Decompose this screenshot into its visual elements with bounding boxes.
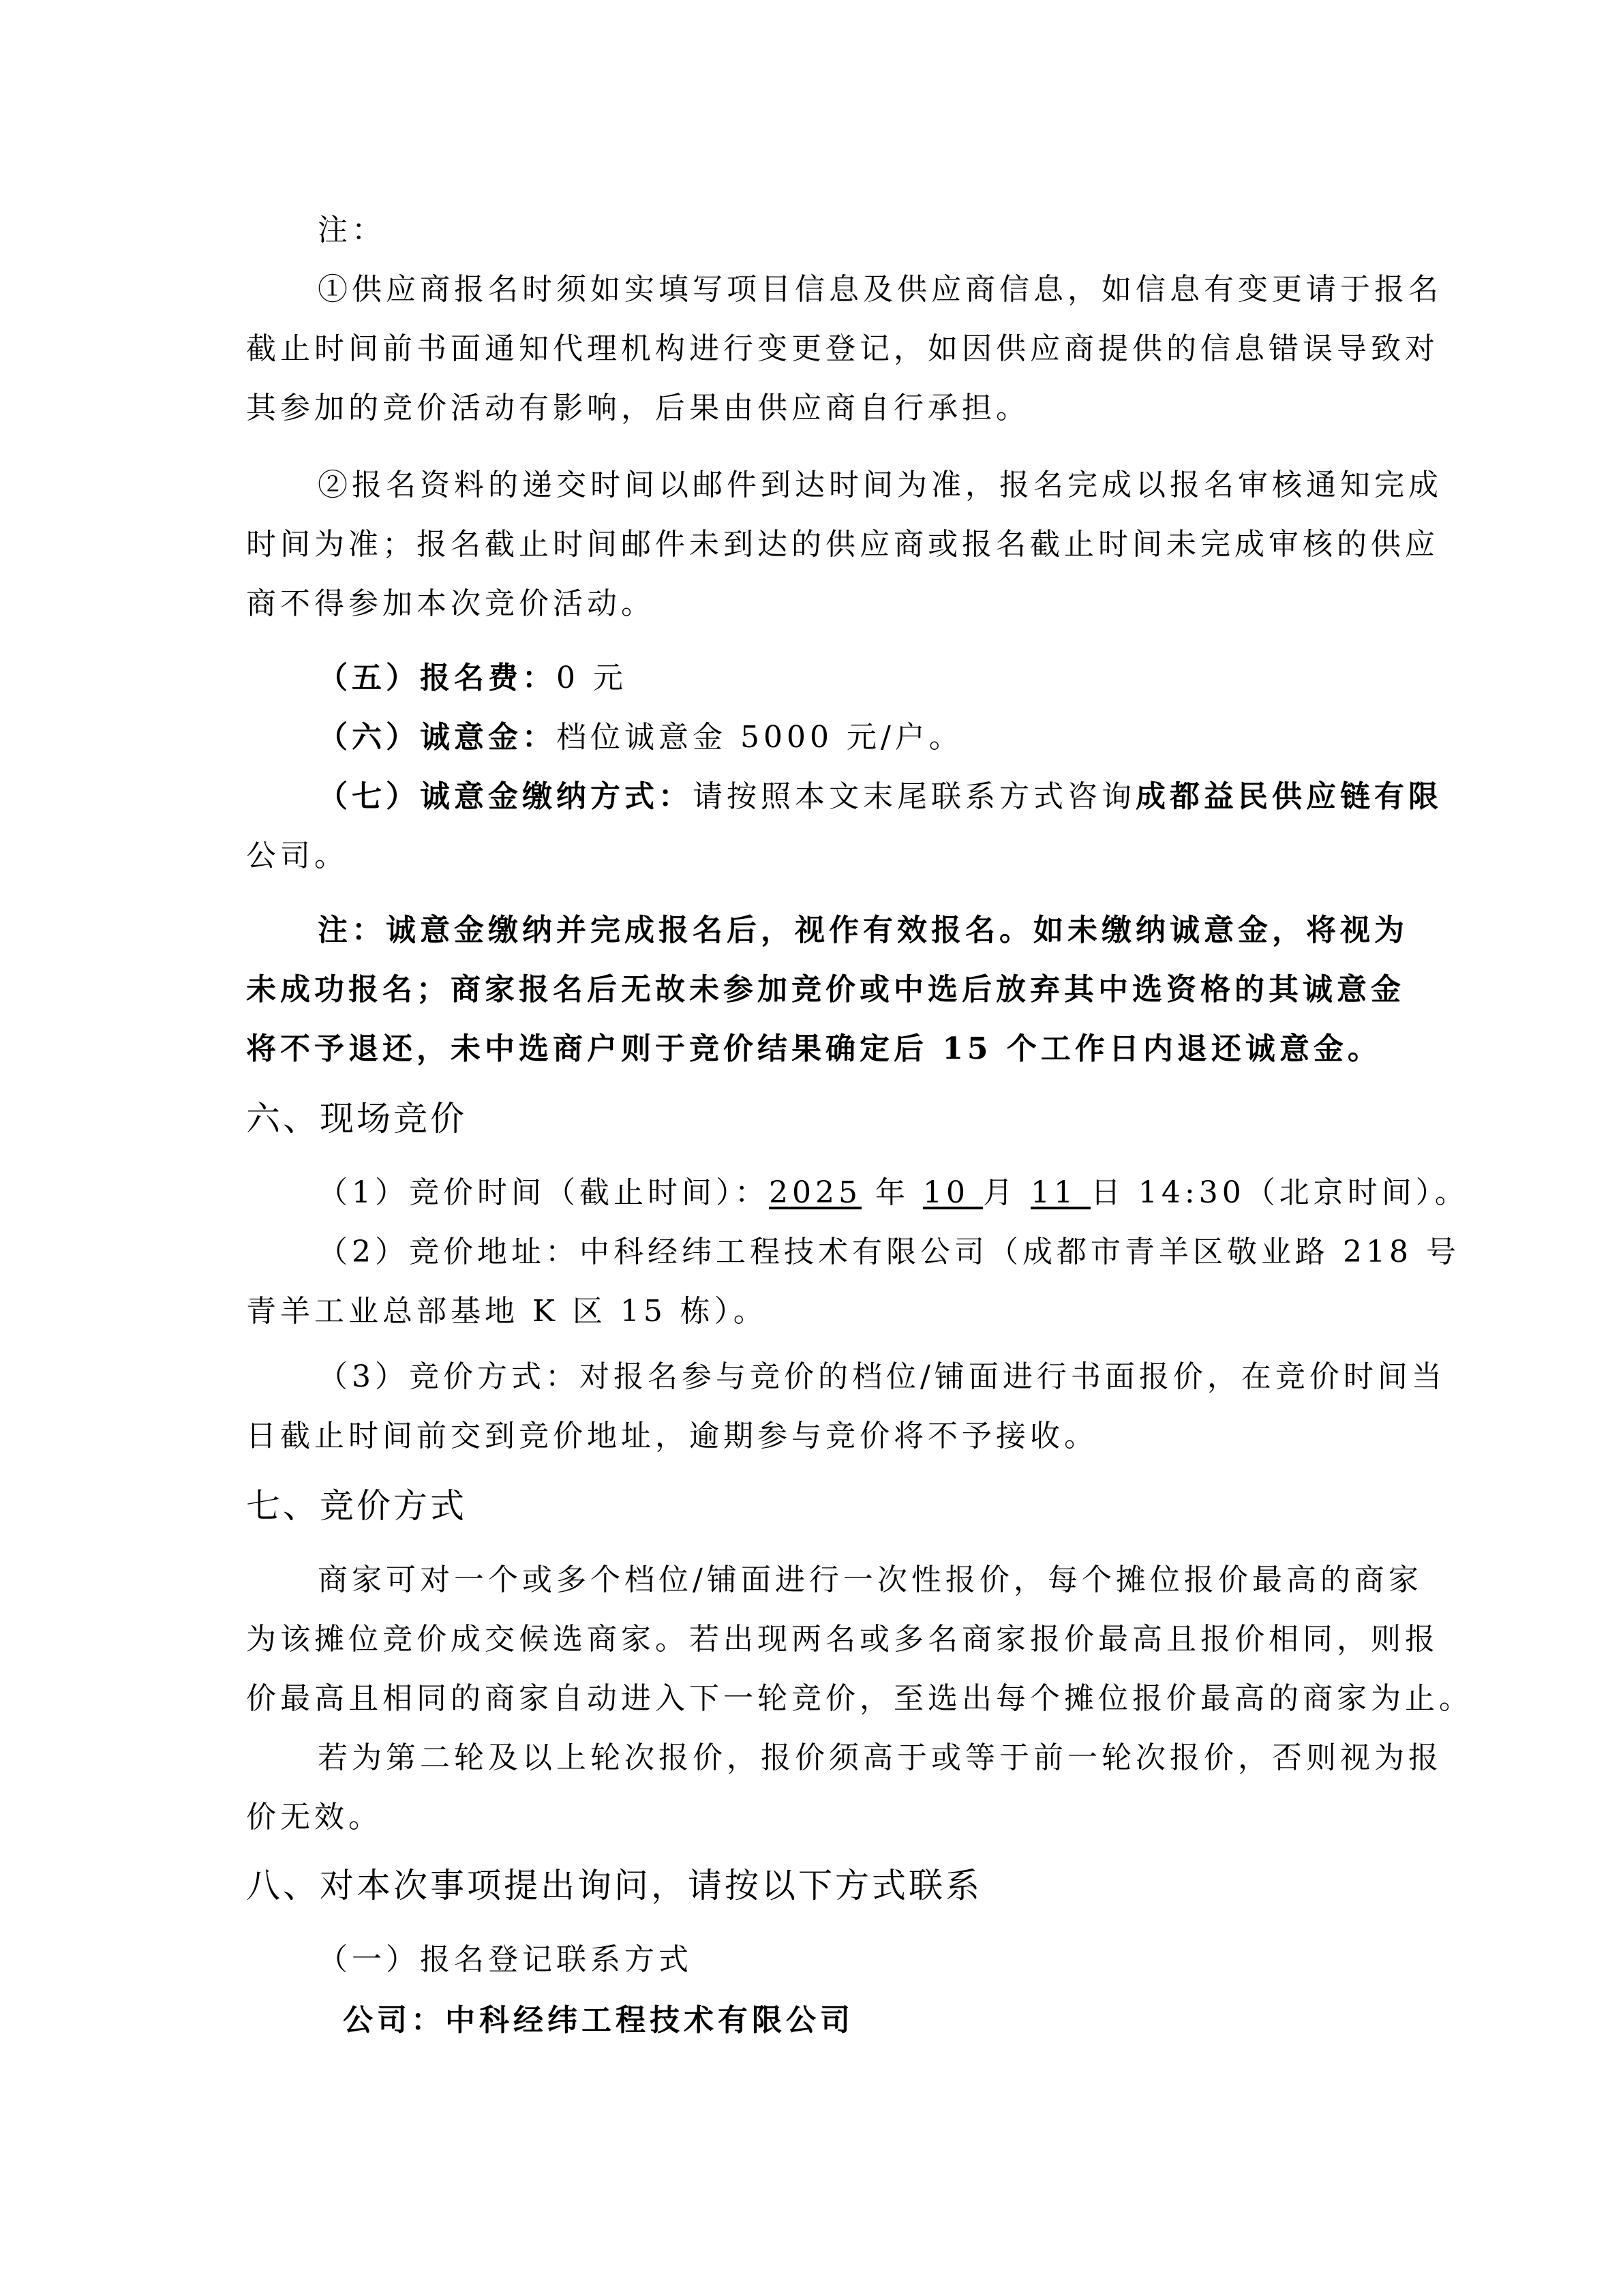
bid-method-line1: （3）竞价方式：对报名参与竞价的档位/铺面进行书面报价，在竞价时间当 (318, 1359, 1446, 1394)
note-label: 注： (318, 213, 386, 247)
bold-note-line3: 将不予退还，未中选商户则于竞价结果确定后 15 个工作日内退还诚意金。 (246, 1031, 1382, 1066)
bid-time-prefix: （1）竞价时间（截止时间）： (318, 1175, 769, 1210)
bold-note-line1: 注：诚意金缴纳并完成报名后，视作有效报名。如未缴纳诚意金，将视为 (318, 913, 1408, 948)
bid-method-line2: 日截止时间前交到竞价地址，逾期参与竞价将不予接收。 (246, 1419, 1098, 1453)
fee-value: 0 元 (556, 661, 627, 695)
note2-line1: ②报名资料的递交时间以邮件到达时间为准，报名完成以报名审核通知完成 (318, 468, 1442, 502)
bid-year-unit: 年 (861, 1175, 923, 1210)
note1-line2: 截止时间前书面通知代理机构进行变更登记，如因供应商提供的信息错误导致对 (246, 331, 1439, 366)
section6-heading: 六、现场竞价 (246, 1099, 467, 1138)
note2-line2: 时间为准；报名截止时间邮件未到达的供应商或报名截止时间未完成审核的供应 (246, 527, 1439, 562)
section7-p2-line2: 价无效。 (246, 1800, 382, 1834)
payment-company: 成都益民供应链有限 (1136, 779, 1442, 814)
contact-company-name: 中科经纬工程技术有限公司 (445, 2003, 854, 2038)
bid-month-unit: 月 (982, 1175, 1031, 1210)
fee-row (318, 659, 627, 698)
payment-line2: 公司。 (246, 839, 348, 873)
contact-company-row (343, 2001, 854, 2040)
note1-line1: ①供应商报名时须如实填写项目信息及供应商信息，如信息有变更请于报名 (318, 272, 1442, 307)
bold-note-line2: 未成功报名；商家报名后无故未参加竞价或中选后放弃其中选资格的其诚意金 (246, 972, 1405, 1007)
bid-time-row (318, 1173, 1469, 1213)
contact-company-label: 公司： (343, 2003, 445, 2038)
deposit-value: 档位诚意金 5000 元/户。 (556, 720, 963, 755)
bid-day: 11 (1030, 1175, 1091, 1210)
bid-year: 2025 (769, 1175, 862, 1210)
payment-label: （七）诚意金缴纳方式： (318, 779, 693, 814)
bid-address-line2: 青羊工业总部基地 K 区 15 栋）。 (246, 1294, 768, 1329)
section8-sub1: （一）报名登记联系方式 (318, 1942, 693, 1977)
section7-heading: 七、竞价方式 (246, 1486, 467, 1526)
bid-address-line1: （2）竞价地址：中科经纬工程技术有限公司（成都市青羊区敬业路 218 号 (318, 1235, 1460, 1269)
fee-label: （五）报名费： (318, 661, 556, 695)
deposit-label: （六）诚意金： (318, 720, 556, 755)
note2-line3: 商不得参加本次竞价活动。 (246, 586, 655, 621)
section7-p2-line1: 若为第二轮及以上轮次报价，报价须高于或等于前一轮次报价，否则视为报 (318, 1740, 1442, 1775)
section7-p1-line3: 价最高且相同的商家自动进入下一轮竞价，至选出每个摊位报价最高的商家为止。 (246, 1681, 1473, 1716)
bid-month: 10 (922, 1175, 983, 1210)
payment-text: 请按照本文末尾联系方式咨询 (693, 779, 1136, 814)
bid-day-unit: 日 14:30（北京时间）。 (1090, 1175, 1469, 1210)
payment-row (318, 777, 1442, 817)
section7-p1-line2: 为该摊位竞价成交候选商家。若出现两名或多名商家报价最高且报价相同，则报 (246, 1622, 1439, 1657)
deposit-row (318, 718, 963, 757)
section8-heading: 八、对本次事项提出询问，请按以下方式联系 (246, 1866, 982, 1905)
section7-p1-line1: 商家可对一个或多个档位/铺面进行一次性报价，每个摊位报价最高的商家 (318, 1562, 1423, 1597)
note1-line3: 其参加的竞价活动有影响，后果由供应商自行承担。 (246, 391, 1030, 425)
